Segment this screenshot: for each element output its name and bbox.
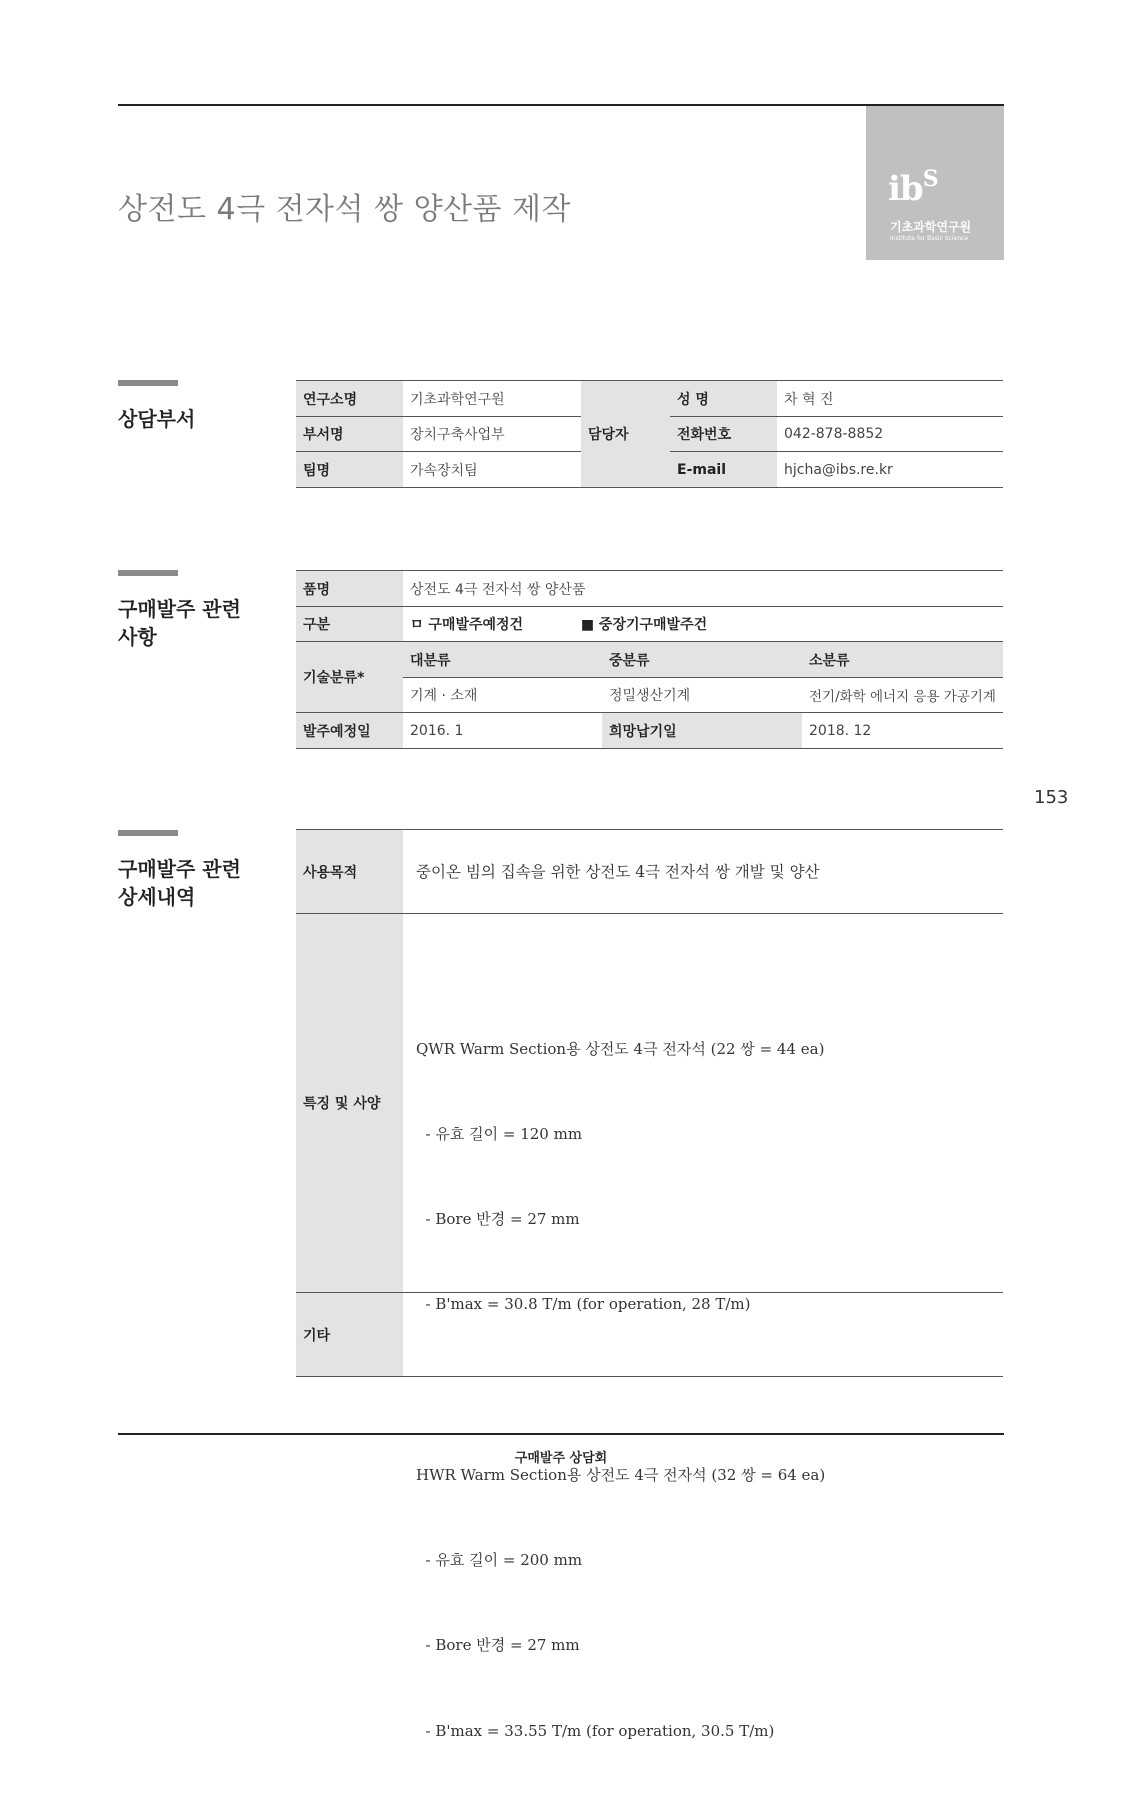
spec-line: - B'max = 33.55 T/m (for operation, 30.5 T/m) bbox=[416, 1721, 775, 1740]
type-option-longterm: ■ 중장기구매발주건 bbox=[580, 617, 708, 633]
spec-line: - 유효 길이 = 200 mm bbox=[416, 1551, 583, 1570]
spec-line bbox=[416, 1376, 1003, 1404]
footer-text: 구매발주 상담회 bbox=[514, 1451, 608, 1466]
middle-label: 중분류 bbox=[602, 642, 802, 678]
section-heading-contact: 상담부서 bbox=[118, 407, 196, 431]
spec-line: QWR Warm Section용 상전도 4극 전자석 (22 쌍 = 44 ea) bbox=[416, 1039, 825, 1058]
spec-line: - B'max = 30.8 T/m (for operation, 28 T/m) bbox=[416, 1295, 751, 1314]
spec-line: - 유효 길이 = 120 mm bbox=[416, 1125, 583, 1144]
spec-line: HWR Warm Section용 상전도 4극 전자석 (32 쌍 = 64 ea) bbox=[416, 1465, 826, 1484]
section-marker-order bbox=[118, 570, 178, 576]
item-label: 품명 bbox=[296, 571, 403, 607]
page-number: 153 bbox=[1034, 787, 1069, 808]
ibs-logo-name-ko: 기초과학연구원 bbox=[890, 220, 972, 234]
email-label: E-mail bbox=[670, 452, 777, 488]
delivery-value: 2018. 12 bbox=[802, 713, 1003, 749]
etc-value bbox=[403, 1293, 1003, 1376]
spec-label: 특징 및 사양 bbox=[296, 914, 403, 1292]
section-heading-detail: 구매발주 관련 상세내역 bbox=[118, 857, 241, 909]
order-table bbox=[296, 570, 1003, 749]
order-row-type bbox=[296, 607, 1003, 642]
order-date-value: 2016. 1 bbox=[403, 713, 602, 749]
institute-label: 연구소명 bbox=[296, 381, 403, 417]
spec-line: - Bore 반경 = 27 mm bbox=[416, 1210, 580, 1229]
order-row-item bbox=[296, 571, 1003, 607]
section-heading-order: 구매발주 관련 사항 bbox=[118, 597, 241, 649]
person-label: 담당자 bbox=[581, 381, 670, 488]
purpose-value: 중이온 빔의 집속을 위한 상전도 4극 전자석 쌍 개발 및 양산 bbox=[416, 862, 820, 881]
purpose-label: 사용목적 bbox=[296, 830, 403, 913]
tech-label: 기술분류* bbox=[296, 642, 403, 713]
page-title: 상전도 4극 전자석 쌍 양산품 제작 bbox=[118, 192, 572, 227]
ibs-logo-mark: $ib^S$ bbox=[888, 166, 938, 209]
email-value: hjcha@ibs.re.kr bbox=[777, 452, 1003, 488]
bottom-rule bbox=[118, 1433, 1004, 1435]
phone-value: 042-878-8852 bbox=[777, 417, 1003, 452]
name-label: 성 명 bbox=[670, 381, 777, 417]
spec-line: - Bore 반경 = 27 mm bbox=[416, 1636, 580, 1655]
team-label: 팀명 bbox=[296, 452, 403, 488]
order-date-label: 발주예정일 bbox=[296, 713, 403, 749]
major-label: 대분류 bbox=[403, 642, 602, 678]
section-marker-detail bbox=[118, 830, 178, 836]
order-row-dates bbox=[296, 713, 1003, 749]
order-row-tech-values bbox=[296, 678, 1003, 713]
major-value: 기계 · 소재 bbox=[403, 678, 602, 713]
minor-label: 소분류 bbox=[802, 642, 1003, 678]
team-value: 가속장치팀 bbox=[403, 452, 581, 488]
dept-label: 부서명 bbox=[296, 417, 403, 452]
detail-row-etc bbox=[296, 1293, 1003, 1377]
type-options bbox=[403, 607, 1003, 642]
section-marker-contact bbox=[118, 380, 178, 386]
contact-row-1 bbox=[296, 381, 1003, 417]
item-value: 상전도 4극 전자석 쌍 양산품 bbox=[403, 571, 1003, 607]
phone-label: 전화번호 bbox=[670, 417, 777, 452]
name-value: 차 혁 진 bbox=[777, 381, 1003, 417]
dept-value: 장치구축사업부 bbox=[403, 417, 581, 452]
ibs-logo bbox=[866, 106, 1004, 260]
detail-row-purpose bbox=[296, 830, 1003, 914]
institute-value: 기초과학연구원 bbox=[403, 381, 581, 417]
delivery-label: 희망납기일 bbox=[602, 713, 802, 749]
ibs-logo-name-en: Institute for Basic Science bbox=[890, 235, 969, 242]
minor-value: 전기/화학 에너지 응용 가공기계 bbox=[802, 678, 1003, 713]
etc-label: 기타 bbox=[296, 1293, 403, 1376]
type-option-planned: ㅁ 구매발주예정건 bbox=[410, 617, 524, 633]
middle-value: 정밀생산기계 bbox=[602, 678, 802, 713]
contact-table bbox=[296, 380, 1003, 488]
order-row-tech-header bbox=[296, 642, 1003, 678]
type-label: 구분 bbox=[296, 607, 403, 642]
